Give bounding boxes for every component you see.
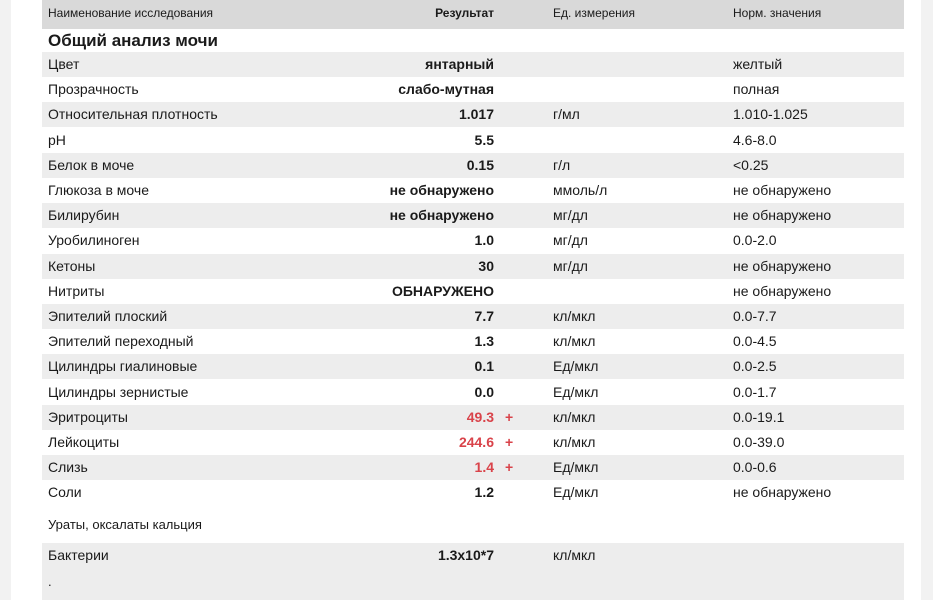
table-row	[42, 455, 904, 480]
row-norm: не обнаружено	[733, 257, 832, 274]
lab-report-sheet	[11, 0, 921, 600]
row-norm: не обнаружено	[733, 182, 832, 198]
row-result: 1.3x10*7	[437, 547, 494, 563]
row-result: 0.15	[466, 156, 494, 173]
row-result: 1.3	[474, 333, 494, 350]
row-unit: кл/мкл	[553, 333, 596, 350]
tail-dot: .	[48, 574, 52, 589]
row-result: 7.7	[474, 308, 494, 324]
row-result: 0.0	[474, 383, 494, 400]
row-norm: 0.0-39.0	[733, 434, 785, 450]
row-norm: не обнаружено	[733, 207, 832, 224]
row-unit: г/л	[553, 156, 571, 173]
table-header	[42, 0, 904, 29]
row-unit: кл/мкл	[553, 434, 596, 450]
row-result: 1.017	[458, 106, 494, 123]
row-norm: 0.0-2.0	[733, 232, 777, 249]
row-norm: 0.0-7.7	[733, 308, 777, 324]
row-unit: Ед/мкл	[553, 484, 599, 501]
row-norm: 4.6-8.0	[733, 131, 777, 148]
abnormal-flag: +	[505, 459, 514, 476]
table-row	[42, 52, 904, 77]
row-name: Прозрачность	[48, 81, 139, 98]
table-row	[42, 480, 904, 505]
table-row	[42, 128, 904, 153]
table-row	[42, 405, 904, 430]
row-name: Эритроциты	[48, 408, 128, 425]
row-norm: 0.0-19.1	[733, 408, 785, 425]
table-row	[42, 178, 904, 203]
header-norm: Норм. значения	[733, 6, 822, 20]
note-row	[42, 509, 904, 541]
row-unit: кл/мкл	[553, 547, 596, 563]
table-row	[42, 354, 904, 379]
table-row	[42, 380, 904, 405]
row-unit: кл/мкл	[553, 408, 596, 425]
table-row	[42, 228, 904, 253]
row-result: янтарный	[425, 56, 494, 72]
abnormal-flag: +	[505, 434, 514, 450]
table-tail	[42, 568, 904, 600]
table-row	[42, 430, 904, 455]
row-norm: <0.25	[733, 156, 769, 173]
table-row	[42, 153, 904, 178]
section-title: Общий анализ мочи	[48, 31, 218, 50]
row-norm: 0.0-0.6	[733, 459, 777, 476]
row-result: ОБНАРУЖЕНО	[391, 282, 494, 299]
row-result: слабо-мутная	[398, 81, 494, 98]
row-norm: полная	[733, 81, 780, 98]
row-unit: кл/мкл	[553, 308, 596, 324]
row-norm: не обнаружено	[733, 282, 832, 299]
row-result: не обнаружено	[389, 182, 494, 198]
row-unit: мг/дл	[553, 232, 588, 249]
row-name: Глюкоза в моче	[48, 182, 149, 198]
row-name: Относительная плотность	[48, 106, 218, 123]
row-name: Цилиндры гиалиновые	[48, 358, 198, 375]
row-name: Нитриты	[48, 282, 105, 299]
row-norm: желтый	[733, 56, 783, 72]
header-name: Наименование исследования	[48, 6, 214, 20]
row-result: 1.2	[474, 484, 494, 501]
row-unit: Ед/мкл	[553, 459, 599, 476]
header-result: Результат	[435, 6, 494, 20]
table-row	[42, 203, 904, 228]
table-row	[42, 329, 904, 354]
row-result: 244.6	[458, 434, 494, 450]
row-result: 1.0	[474, 232, 494, 249]
table-row	[42, 279, 904, 304]
row-name: Бактерии	[48, 547, 109, 563]
row-name: Эпителий плоский	[48, 308, 168, 324]
table-row	[42, 102, 904, 127]
row-norm: не обнаружено	[733, 484, 832, 501]
row-result: не обнаружено	[389, 207, 494, 224]
table-row	[42, 254, 904, 279]
row-name: Уробилиноген	[48, 232, 140, 249]
row-norm: 0.0-2.5	[733, 358, 777, 375]
row-name: Цилиндры зернистые	[48, 383, 189, 400]
row-name: Лейкоциты	[48, 434, 120, 450]
row-name: Белок в моче	[48, 156, 135, 173]
row-result: 1.4	[474, 459, 494, 476]
row-unit: Ед/мкл	[553, 383, 599, 400]
row-norm: 0.0-4.5	[733, 333, 777, 350]
note-text: Ураты, оксалаты кальция	[48, 517, 202, 532]
row-name: Эпителий переходный	[48, 333, 194, 350]
row-result: 30	[478, 257, 494, 274]
row-norm: 0.0-1.7	[733, 383, 777, 400]
row-name: Кетоны	[48, 257, 96, 274]
row-unit: Ед/мкл	[553, 358, 599, 375]
row-result: 0.1	[474, 358, 494, 375]
abnormal-flag: +	[505, 408, 514, 425]
row-unit: мг/дл	[553, 257, 588, 274]
header-unit: Ед. измерения	[553, 6, 635, 20]
table-row	[42, 77, 904, 102]
row-name: Слизь	[48, 459, 88, 476]
row-unit: г/мл	[553, 106, 580, 123]
row-norm: 1.010-1.025	[733, 106, 808, 123]
row-result: 49.3	[466, 408, 494, 425]
row-result: 5.5	[474, 131, 494, 148]
table-row-bacteria	[42, 543, 904, 568]
table-row	[42, 304, 904, 329]
row-name: Соли	[48, 484, 82, 501]
row-unit: мг/дл	[553, 207, 588, 224]
row-name: Билирубин	[48, 207, 120, 224]
row-name: pH	[48, 131, 66, 148]
row-name: Цвет	[48, 56, 80, 72]
row-unit: ммоль/л	[553, 182, 608, 198]
